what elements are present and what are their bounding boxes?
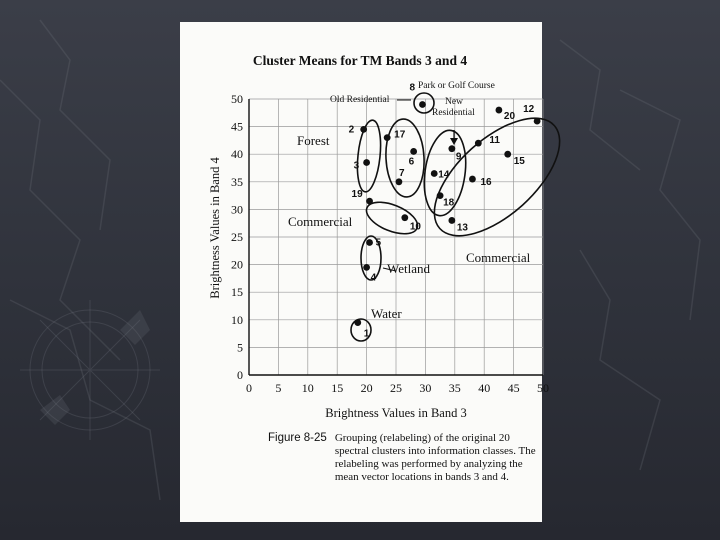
cluster-point-label-11: 11 (489, 135, 500, 147)
cluster-point-label-5: 5 (375, 237, 382, 249)
cluster-scatter-chart (180, 22, 549, 422)
cluster-point-10 (401, 214, 408, 221)
cluster-point-label-10: 10 (409, 221, 421, 233)
cluster-point-label-1: 1 (363, 328, 370, 340)
cluster-point-label-2: 2 (348, 124, 355, 136)
y-tick-label: 50 (231, 92, 243, 106)
figure-caption (268, 432, 538, 484)
new-residential-arrowhead (450, 138, 458, 145)
cluster-point-9 (448, 145, 455, 152)
cluster-point-17 (384, 134, 391, 141)
y-tick-label: 25 (231, 230, 243, 244)
x-tick-label: 15 (331, 381, 344, 395)
old-residential-label: Old Residential (330, 95, 390, 105)
x-tick-label: 10 (301, 381, 314, 395)
cluster-point-8 (419, 101, 426, 108)
cluster-point-label-9: 9 (455, 151, 462, 163)
x-tick-label: 30 (419, 381, 432, 395)
commercial-west-label: Commercial (288, 214, 353, 229)
cluster-point-19 (366, 198, 373, 205)
cluster-point-11 (475, 140, 482, 147)
wetland-label: Wetland (387, 261, 430, 276)
group-labels (288, 80, 531, 321)
cluster-point-20 (496, 107, 503, 114)
park-label: Park or Golf Course (418, 81, 495, 91)
caption-text: Grouping (relabeling) of the original 20 spectral clusters into information classes. The relabeling was performed by analyzing the mean vector locations in bands 3 and 4. (334, 432, 536, 483)
x-tick-label: 5 (275, 381, 282, 395)
y-tick-label: 35 (231, 174, 243, 189)
cluster-point-label-8: 8 (409, 82, 416, 94)
commercial-east-label: Commercial (466, 250, 531, 265)
cluster-point-label-7: 7 (398, 167, 405, 179)
x-tick-label: 25 (390, 381, 402, 395)
cluster-point-12 (534, 118, 541, 125)
cluster-point-label-4: 4 (370, 272, 377, 284)
cluster-point-label-3: 3 (353, 160, 360, 172)
y-tick-label: 40 (231, 147, 243, 162)
y-tick-label: 15 (231, 285, 243, 300)
cluster-point-6 (410, 148, 417, 155)
cluster-point-1 (354, 319, 361, 326)
data-points (349, 83, 541, 340)
y-tick-label: 30 (231, 202, 243, 217)
x-axis-label: Brightness Values in Band 3 (325, 406, 467, 420)
cluster-point-5 (366, 239, 373, 246)
figure-number: Figure 8-25 (268, 432, 327, 444)
cluster-point-label-6: 6 (408, 156, 415, 168)
x-tick-label: 40 (478, 381, 491, 395)
forest-label: Forest (297, 133, 330, 148)
x-tick-label: 45 (507, 381, 520, 395)
y-tick-label: 45 (231, 119, 243, 134)
y-tick-label: 20 (231, 257, 243, 272)
cluster-point-3 (363, 159, 370, 166)
cluster-point-13 (448, 217, 455, 224)
cluster-point-4 (363, 264, 370, 271)
y-axis-label: Brightness Values in Band 4 (208, 157, 222, 299)
cluster-point-label-19: 19 (351, 189, 363, 201)
cluster-point-7 (396, 178, 403, 185)
x-tick-label: 50 (537, 381, 549, 395)
cluster-point-label-14: 14 (438, 169, 450, 181)
cluster-point-label-20: 20 (503, 111, 516, 123)
cluster-point-14 (431, 170, 438, 177)
water-label: Water (371, 306, 402, 321)
cluster-point-label-18: 18 (443, 197, 455, 209)
cluster-point-label-17: 17 (394, 129, 406, 141)
y-tick-label: 0 (237, 368, 243, 382)
cluster-point-label-15: 15 (513, 156, 525, 168)
cluster-point-label-16: 16 (480, 177, 492, 189)
cluster-point-2 (360, 126, 367, 133)
new-residential-label: New Residential (432, 97, 475, 118)
cluster-point-16 (469, 176, 476, 183)
y-tick-label: 10 (231, 312, 243, 327)
cluster-point-label-13: 13 (456, 222, 468, 234)
cluster-point-15 (504, 151, 511, 158)
x-tick-label: 35 (448, 381, 461, 395)
chart-title: Cluster Means for TM Bands 3 and 4 (252, 53, 468, 68)
y-tick-label: 5 (237, 340, 243, 355)
x-tick-label: 0 (246, 381, 252, 395)
x-tick-label: 20 (360, 381, 373, 395)
figure-card (180, 22, 549, 522)
cluster-point-label-12: 12 (523, 104, 535, 116)
